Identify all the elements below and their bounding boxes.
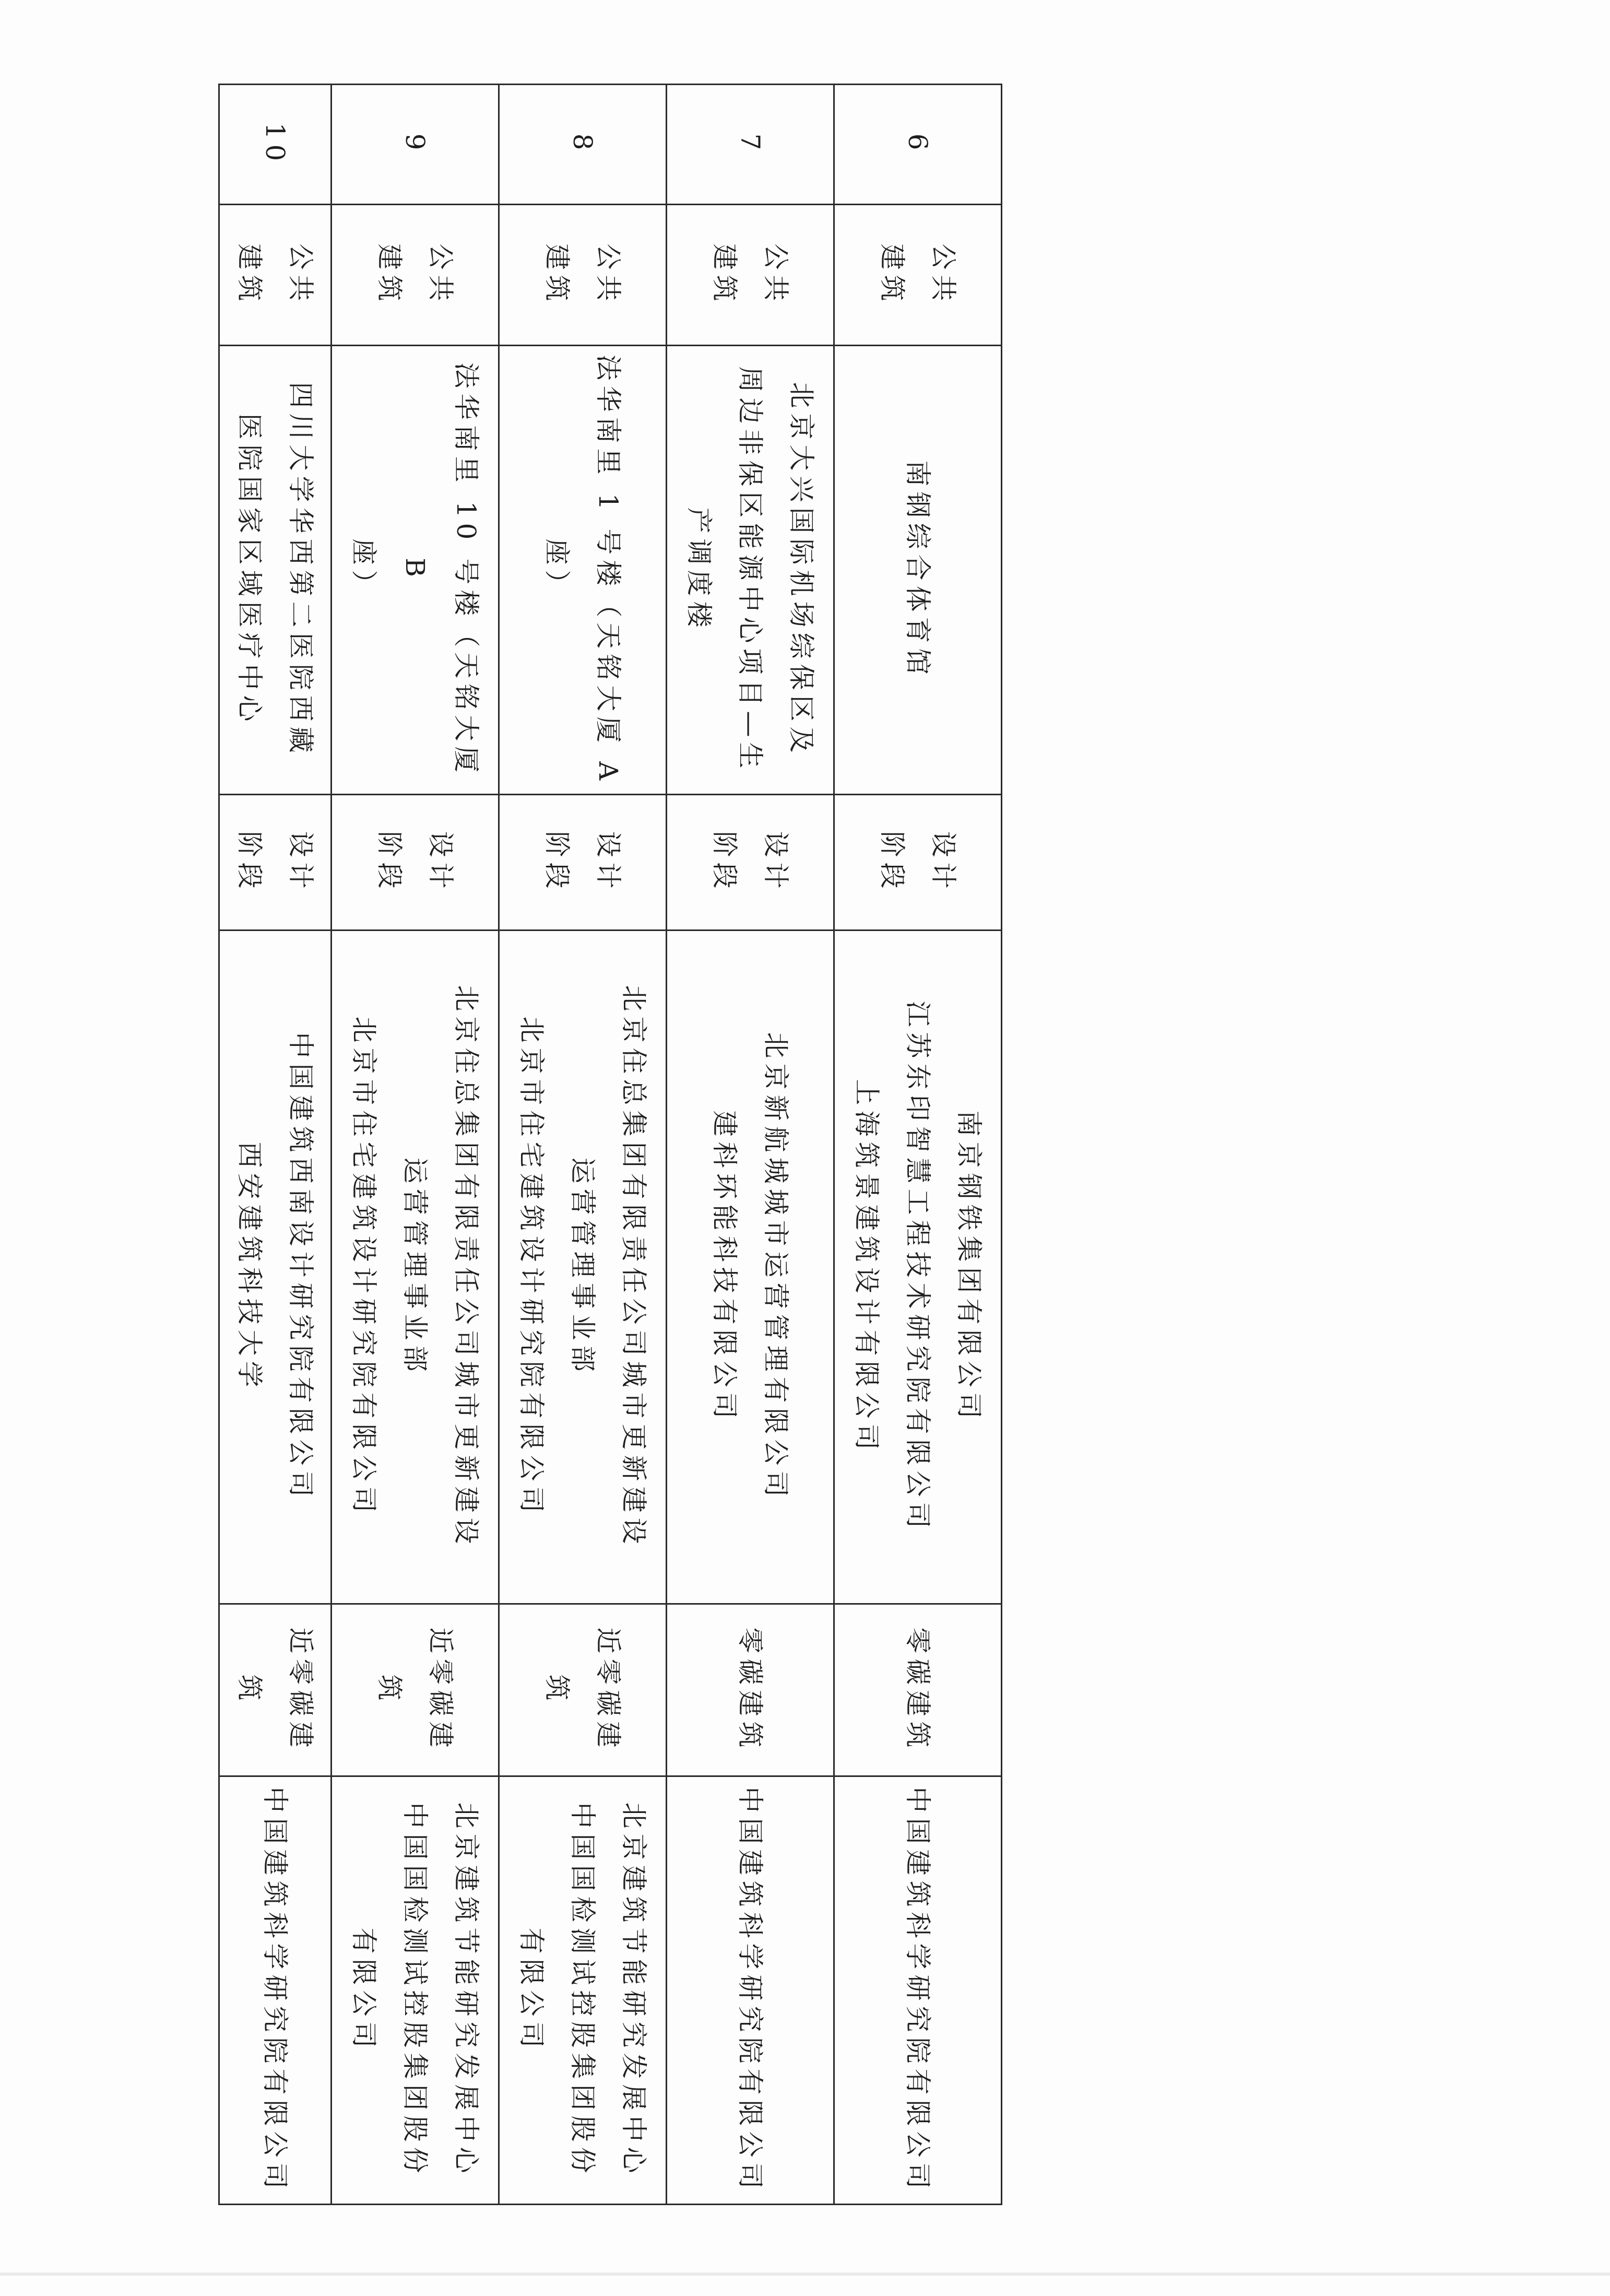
- evaluation-institution-line: 有限公司: [516, 1927, 547, 2053]
- project-name-line: 四川大学华西第二医院西藏: [286, 382, 316, 758]
- applicant-units-cell: [667, 931, 834, 1604]
- applicant-units-line: 北京市住宅建筑设计研究院有限公司: [349, 1016, 380, 1518]
- evaluation-institution-cell: [499, 1776, 667, 2205]
- page-bottom-edge: [0, 2273, 1610, 2276]
- applicant-units-cell: [834, 931, 1002, 1604]
- building-type-line: 近零碳建: [593, 1627, 624, 1753]
- rotated-document-page: [218, 84, 1002, 2204]
- category-line: 公共: [761, 243, 791, 307]
- project-name-line: 产调度楼: [684, 507, 715, 633]
- stage-line: 阶段: [374, 831, 405, 894]
- building-type-line: 零碳建筑: [903, 1627, 933, 1753]
- project-name-cell: [667, 346, 834, 795]
- category-line: 公共: [425, 243, 456, 307]
- building-type-cell: [834, 1604, 1002, 1776]
- stage-cell: [834, 795, 1002, 931]
- table-row: [667, 85, 834, 2205]
- applicant-units-cell: [332, 931, 499, 1604]
- stage-line: 阶段: [542, 831, 573, 894]
- row-number-cell: 10: [219, 85, 332, 205]
- stage-line: 阶段: [709, 831, 740, 894]
- evaluation-institution-line: 中国建筑科学研究院有限公司: [260, 1786, 291, 2194]
- category-cell: [667, 205, 834, 346]
- stage-cell: [219, 795, 332, 931]
- project-name-line: 法华南里 10 号楼（天铭大厦 B: [400, 362, 482, 778]
- applicant-units-line: 北京新航城城市运营管理有限公司: [761, 1032, 791, 1502]
- project-name-line: 北京大兴国际机场综保区及: [786, 382, 817, 758]
- applicant-units-cell: [219, 931, 332, 1604]
- building-type-cell: [499, 1604, 667, 1776]
- applicant-units-line: 运营管理事业部: [567, 1157, 598, 1377]
- evaluation-institution-line: 中国建筑科学研究院有限公司: [735, 1786, 766, 2194]
- building-type-cell: [332, 1604, 499, 1776]
- category-line: 建筑: [234, 243, 265, 307]
- evaluation-institution-cell: [667, 1776, 834, 2205]
- applicant-units-line: 江苏东印智慧工程技术研究院有限公司: [903, 1000, 933, 1534]
- stage-cell: [499, 795, 667, 931]
- project-name-cell: [834, 346, 1002, 795]
- category-cell: [219, 205, 332, 346]
- evaluation-institution-line: 中国建筑科学研究院有限公司: [903, 1786, 933, 2194]
- evaluation-institution-cell: [834, 1776, 1002, 2205]
- building-type-cell: [667, 1604, 834, 1776]
- stage-line: 阶段: [234, 831, 265, 894]
- project-name-line: 周边非保区能源中心项目—生: [735, 366, 766, 774]
- stage-line: 设计: [425, 831, 456, 894]
- evaluation-institution-line: 中国国检测试控股集团股份: [400, 1802, 431, 2179]
- evaluation-institution-line: 中国国检测试控股集团股份: [567, 1802, 598, 2179]
- table-row: [834, 85, 1002, 2205]
- building-type-line: 筑: [234, 1674, 265, 1706]
- project-name-line: 南钢综合体育馆: [903, 460, 933, 680]
- row-number-cell: 8: [499, 85, 667, 205]
- applicant-units-line: 中国建筑西南设计研究院有限公司: [286, 1032, 316, 1502]
- stage-line: 阶段: [877, 831, 908, 894]
- category-line: 建筑: [877, 243, 908, 307]
- row-number-cell: 7: [667, 85, 834, 205]
- evaluation-institution-cell: [332, 1776, 499, 2205]
- project-name-line: 法华南里 1 号楼（天铭大厦 A: [593, 354, 624, 786]
- table-row: [219, 85, 332, 2205]
- table-row: [332, 85, 499, 2205]
- category-cell: [834, 205, 1002, 346]
- project-name-cell: [499, 346, 667, 795]
- stage-line: 设计: [286, 831, 316, 894]
- category-cell: [332, 205, 499, 346]
- applicant-units-line: 南京钢铁集团有限公司: [954, 1110, 985, 1424]
- building-type-line: 筑: [542, 1674, 573, 1706]
- building-type-line: 近零碳建: [286, 1627, 316, 1753]
- category-cell: [499, 205, 667, 346]
- stage-line: 设计: [761, 831, 791, 894]
- project-name-line: 座）: [349, 538, 380, 602]
- category-line: 公共: [286, 243, 316, 307]
- category-line: 公共: [593, 243, 624, 307]
- stage-cell: [667, 795, 834, 931]
- category-line: 建筑: [542, 243, 573, 307]
- category-line: 建筑: [709, 243, 740, 307]
- building-type-line: 近零碳建: [425, 1627, 456, 1753]
- category-line: 公共: [928, 243, 959, 307]
- evaluation-institution-line: 北京建筑节能研究发展中心: [619, 1802, 649, 2179]
- project-name-line: 座）: [542, 538, 573, 602]
- table-row: [499, 85, 667, 2205]
- building-type-line: 零碳建筑: [735, 1627, 766, 1753]
- applicant-units-cell: [499, 931, 667, 1604]
- evaluation-institution-line: 北京建筑节能研究发展中心: [451, 1802, 482, 2179]
- project-list-table: [218, 84, 1002, 2205]
- project-name-cell: [332, 346, 499, 795]
- stage-line: 设计: [928, 831, 959, 894]
- applicant-units-line: 北京住总集团有限责任公司城市更新建设: [619, 985, 649, 1549]
- stage-line: 设计: [593, 831, 624, 894]
- building-type-line: 筑: [374, 1674, 405, 1706]
- evaluation-institution-cell: [219, 1776, 332, 2205]
- applicant-units-line: 北京住总集团有限责任公司城市更新建设: [451, 985, 482, 1549]
- applicant-units-line: 西安建筑科技大学: [234, 1141, 265, 1393]
- row-number-cell: 6: [834, 85, 1002, 205]
- project-name-cell: [219, 346, 332, 795]
- row-number-cell: 9: [332, 85, 499, 205]
- building-type-cell: [219, 1604, 332, 1776]
- applicant-units-line: 北京市住宅建筑设计研究院有限公司: [516, 1016, 547, 1518]
- evaluation-institution-line: 有限公司: [349, 1927, 380, 2053]
- applicant-units-line: 上海筑景建筑设计有限公司: [851, 1079, 882, 1455]
- stage-cell: [332, 795, 499, 931]
- applicant-units-line: 运营管理事业部: [400, 1157, 431, 1377]
- category-line: 建筑: [374, 243, 405, 307]
- project-name-line: 医院国家区域医疗中心: [234, 413, 265, 727]
- applicant-units-line: 建科环能科技有限公司: [709, 1110, 740, 1424]
